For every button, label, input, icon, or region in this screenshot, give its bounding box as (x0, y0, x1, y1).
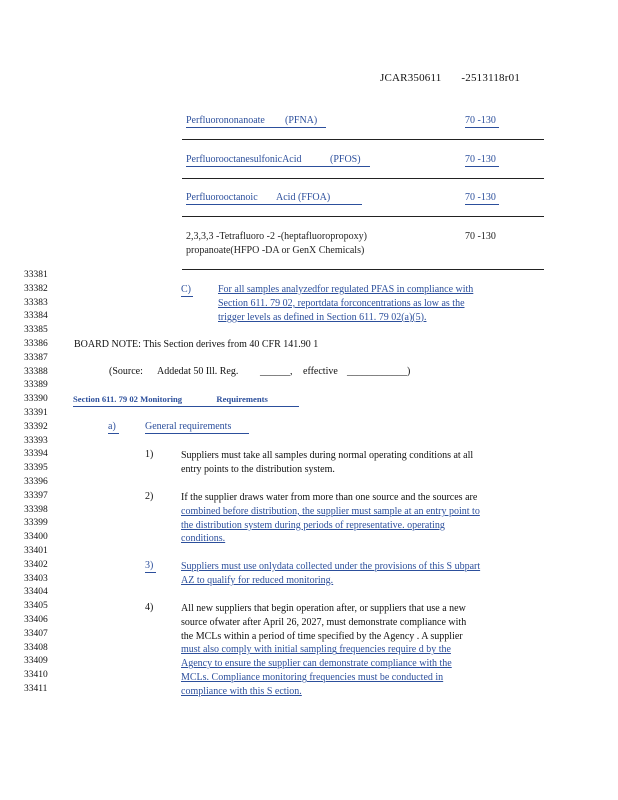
line-number: 33391 (24, 407, 48, 418)
item-4-text (181, 602, 466, 699)
line-number: 33384 (24, 311, 48, 322)
line-number: 33404 (24, 587, 48, 598)
item-2-number: 2) (145, 491, 154, 502)
document-id: JCAR350611 (380, 72, 442, 84)
line-number: 33388 (24, 366, 48, 377)
item-1-number: 1) (145, 449, 154, 460)
line-number: 33402 (24, 559, 48, 570)
item-c-text (218, 283, 473, 324)
subsection-a-title: General requirements (145, 421, 232, 432)
board-note: BOARD NOTE: This Section derives from 40 CFR 141.90 1 (74, 339, 319, 350)
analyte-name-line1: 2,3,3,3 -Tetrafluoro -2 -(heptafluoropropoxy) (186, 231, 367, 242)
analyte-name: Perfluorooctanoic (186, 192, 258, 203)
text-line: entry points to the distribution system. (181, 463, 335, 475)
table-divider (182, 216, 544, 217)
line-number: 33394 (24, 449, 48, 460)
text-line: source ofwater after April 26, 2027, must demonstrate compliance with (181, 616, 467, 628)
underline (465, 166, 499, 167)
line-number: 33406 (24, 614, 48, 625)
table-row (186, 154, 302, 165)
line-number: 33393 (24, 435, 48, 446)
line-number: 33387 (24, 352, 48, 363)
item-4-number: 4) (145, 602, 154, 613)
analyte-abbr: (PFOS) (330, 154, 361, 165)
text-line: Suppliers must take all samples during normal operating conditions at all (181, 450, 474, 461)
source-effective: effective (303, 366, 338, 377)
line-numbers (24, 269, 48, 697)
underline (145, 572, 156, 573)
subsection-a-label: a) (108, 421, 116, 432)
text-line: the MCLs within a period of time specified by the Agency . A supplier (181, 630, 463, 642)
line-number: 33395 (24, 463, 48, 474)
recovery-range: 70 -130 (465, 192, 496, 203)
line-number: 33396 (24, 476, 48, 487)
underline (186, 127, 326, 128)
underline (186, 204, 362, 205)
line-number: 33397 (24, 490, 48, 501)
recovery-range: 70 -130 (465, 154, 496, 165)
analyte-name-line2: propanoate(HFPO -DA or GenX Chemicals) (186, 245, 365, 256)
line-number: 33405 (24, 601, 48, 612)
underline (108, 433, 119, 434)
line-number: 33411 (24, 683, 48, 694)
item-3-text (181, 560, 480, 588)
item-2-text (181, 491, 480, 546)
text-line: combined before distribution, the supplier must sample at an entry point to (181, 505, 480, 517)
recovery-range: 70 -130 (465, 231, 496, 242)
line-number: 33383 (24, 297, 48, 308)
line-number: 33403 (24, 573, 48, 584)
text-line: All new suppliers that begin operation after, or suppliers that use a new (181, 603, 466, 614)
line-number: 33390 (24, 394, 48, 405)
line-number: 33407 (24, 628, 48, 639)
underline (186, 166, 370, 167)
table-divider (182, 139, 544, 140)
line-number: 33382 (24, 283, 48, 294)
text-line: trigger levels as defined in Section 611. 79 02(a)(5). (218, 311, 427, 323)
line-number: 33401 (24, 545, 48, 556)
source-open: (Source: (109, 366, 143, 377)
text-line: compliance with this S ection. (181, 685, 302, 697)
source-blank-1: ______, (260, 366, 293, 377)
underline (73, 406, 299, 407)
text-line: For all samples analyzedfor regulated PFAS in compliance with (218, 284, 474, 295)
table-row (186, 192, 258, 203)
table-row (186, 231, 367, 242)
section-heading (73, 394, 268, 404)
line-number: 33385 (24, 325, 48, 336)
line-number: 33386 (24, 338, 48, 349)
text-line: must also comply with initial sampling frequencies require d by the (181, 644, 451, 656)
line-number: 33408 (24, 642, 48, 653)
text-line: the distribution system during periods of representative. operating (181, 519, 445, 531)
source-added: Addedat 50 Ill. Reg. (157, 366, 239, 377)
analyte-abbr: (PFNA) (285, 115, 318, 126)
line-number: 33410 (24, 670, 48, 681)
line-number: 33392 (24, 421, 48, 432)
document-header (380, 72, 520, 84)
table-divider (182, 269, 544, 270)
table-divider (182, 178, 544, 179)
text-line: Suppliers must use onlydata collected under the provisions of this S ubpart (181, 561, 481, 572)
text-line: conditions. (181, 533, 226, 545)
line-number: 33389 (24, 380, 48, 391)
source-blank-2: ____________) (347, 366, 411, 377)
underline (145, 433, 249, 434)
underline (465, 204, 499, 205)
line-number: 33381 (24, 270, 48, 280)
analyte-name: PerfluorooctanesulfonicAcid (186, 154, 302, 165)
section-title: Requirements (216, 394, 268, 404)
text-line: Agency to ensure the supplier can demonstrate compliance with the (181, 658, 452, 670)
recovery-range: 70 -130 (465, 115, 496, 126)
text-line: AZ to qualify for reduced monitoring. (181, 574, 334, 586)
line-number: 33400 (24, 532, 48, 543)
document-revision: -2513118r01 (461, 72, 521, 84)
section-label: Section 611. 79 02 Monitoring (73, 394, 183, 404)
text-line: MCLs. Compliance monitoring frequencies must be conducted in (181, 671, 444, 683)
text-line: If the supplier draws water from more than one source and the sources are (181, 492, 478, 503)
item-3-number: 3) (145, 560, 154, 571)
item-c-label: C) (181, 284, 191, 295)
table-row (186, 115, 265, 126)
underline (465, 127, 499, 128)
analyte-abbr: Acid (FFOA) (276, 192, 331, 203)
line-number: 33409 (24, 656, 48, 667)
line-number: 33398 (24, 504, 48, 515)
text-line: Section 611. 79 02, reportdata forconcentrations as low as the (218, 297, 465, 309)
item-1-text (181, 449, 473, 477)
line-number: 33399 (24, 518, 48, 529)
analyte-name: Perfluorononanoate (186, 115, 265, 126)
underline (181, 296, 193, 297)
